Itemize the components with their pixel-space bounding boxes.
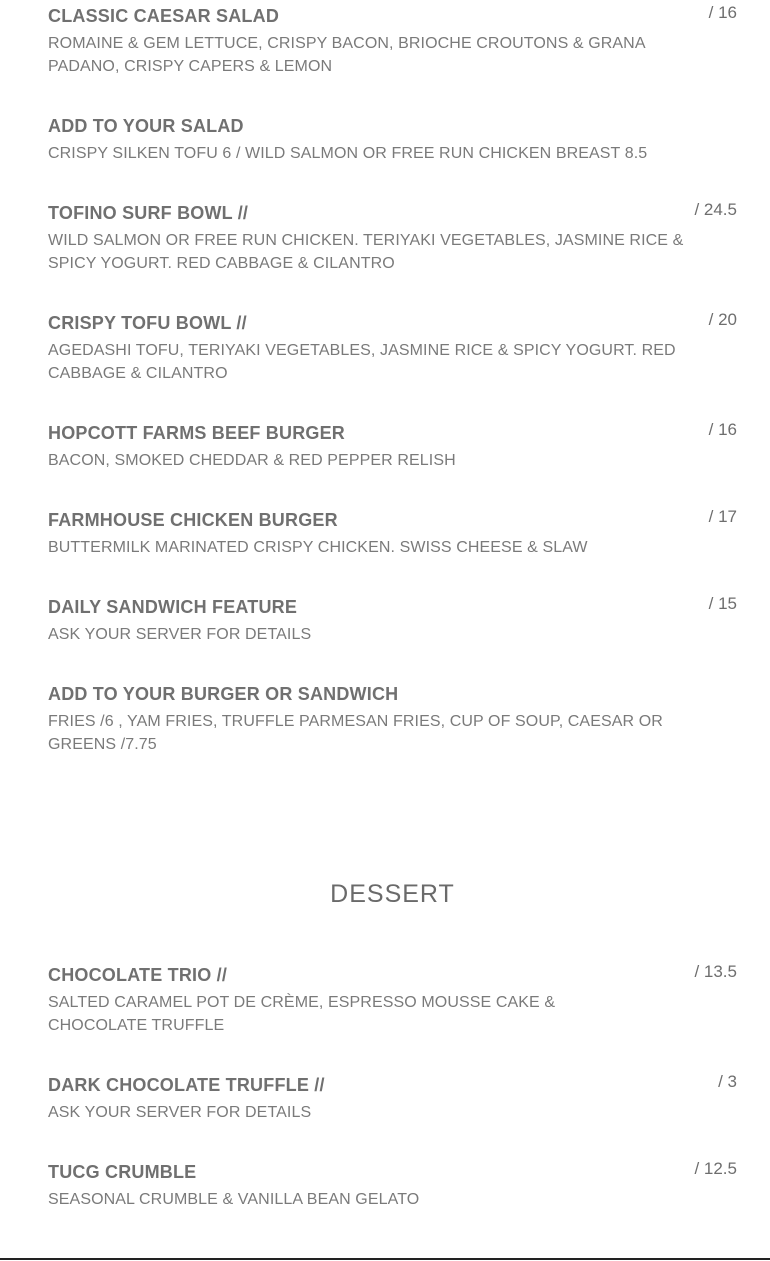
menu-item-price: / 15 [708, 594, 737, 613]
menu-item-description: BUTTERMILK MARINATED CRISPY CHICKEN. SWISS CHEESE & SLAW [48, 539, 588, 556]
menu-item-description: SEASONAL CRUMBLE & VANILLA BEAN GELATO [48, 1191, 420, 1208]
menu-item-price: / 12.5 [694, 1159, 737, 1178]
menu-item [48, 115, 738, 165]
menu-item-name: CLASSIC CAESAR SALAD [48, 6, 280, 26]
menu-item [48, 683, 738, 756]
section-title-dessert: DESSERT [330, 880, 455, 908]
menu-item-name: ADD TO YOUR BURGER OR SANDWICH [48, 684, 399, 704]
menu-item-price: / 3 [718, 1072, 737, 1091]
menu-item-price: / 24.5 [694, 200, 737, 219]
menu-item [48, 1074, 738, 1124]
menu-item [48, 202, 738, 275]
menu-item [48, 596, 738, 646]
bottom-divider [0, 1258, 770, 1260]
menu-item-name: CRISPY TOFU BOWL // [48, 313, 247, 333]
menu-item-price: / 13.5 [694, 962, 737, 981]
menu-item-description: WILD SALMON OR FREE RUN CHICKEN. TERIYAKI VEGETABLES, JASMINE RICE & SPICY YOGURT. RED CABBAGE & CILANTRO [48, 232, 684, 272]
menu-item-name: ADD TO YOUR SALAD [48, 116, 244, 136]
menu-item-price: / 17 [708, 507, 737, 526]
menu-item-description: CRISPY SILKEN TOFU 6 / WILD SALMON OR FREE RUN CHICKEN BREAST 8.5 [48, 145, 648, 162]
menu-item-description: SALTED CARAMEL POT DE CRÈME, ESPRESSO MOUSSE CAKE & CHOCOLATE TRUFFLE [48, 994, 556, 1034]
menu-item-description: AGEDASHI TOFU, TERIYAKI VEGETABLES, JASMINE RICE & SPICY YOGURT. RED CABBAGE & CILANTRO [48, 342, 676, 382]
menu-item-description: BACON, SMOKED CHEDDAR & RED PEPPER RELISH [48, 452, 456, 469]
menu-item-name: CHOCOLATE TRIO // [48, 965, 228, 985]
menu-item-name: TUCG CRUMBLE [48, 1162, 197, 1182]
menu-item-name: FARMHOUSE CHICKEN BURGER [48, 510, 338, 530]
menu-item-name: HOPCOTT FARMS BEEF BURGER [48, 423, 346, 443]
menu-item [48, 1161, 738, 1211]
menu-item-price: / 16 [708, 420, 737, 439]
menu-item [48, 509, 738, 559]
menu-item-price: / 20 [708, 310, 737, 329]
menu-item [48, 422, 738, 472]
menu-item [48, 5, 738, 78]
menu-item-description: ROMAINE & GEM LETTUCE, CRISPY BACON, BRIOCHE CROUTONS & GRANA PADANO, CRISPY CAPERS & LEMON [48, 35, 645, 75]
menu-item [48, 312, 738, 385]
menu-item-price: / 16 [708, 3, 737, 22]
menu-item-description: ASK YOUR SERVER FOR DETAILS [48, 626, 312, 643]
menu-item-name: TOFINO SURF BOWL // [48, 203, 249, 223]
menu-item-description: ASK YOUR SERVER FOR DETAILS [48, 1104, 312, 1121]
menu-item-name: DARK CHOCOLATE TRUFFLE // [48, 1075, 325, 1095]
menu-item-description: FRIES /6 , YAM FRIES, TRUFFLE PARMESAN FRIES, CUP OF SOUP, CAESAR OR GREENS /7.75 [48, 713, 663, 753]
menu-item-name: DAILY SANDWICH FEATURE [48, 597, 298, 617]
menu-item [48, 964, 738, 1037]
